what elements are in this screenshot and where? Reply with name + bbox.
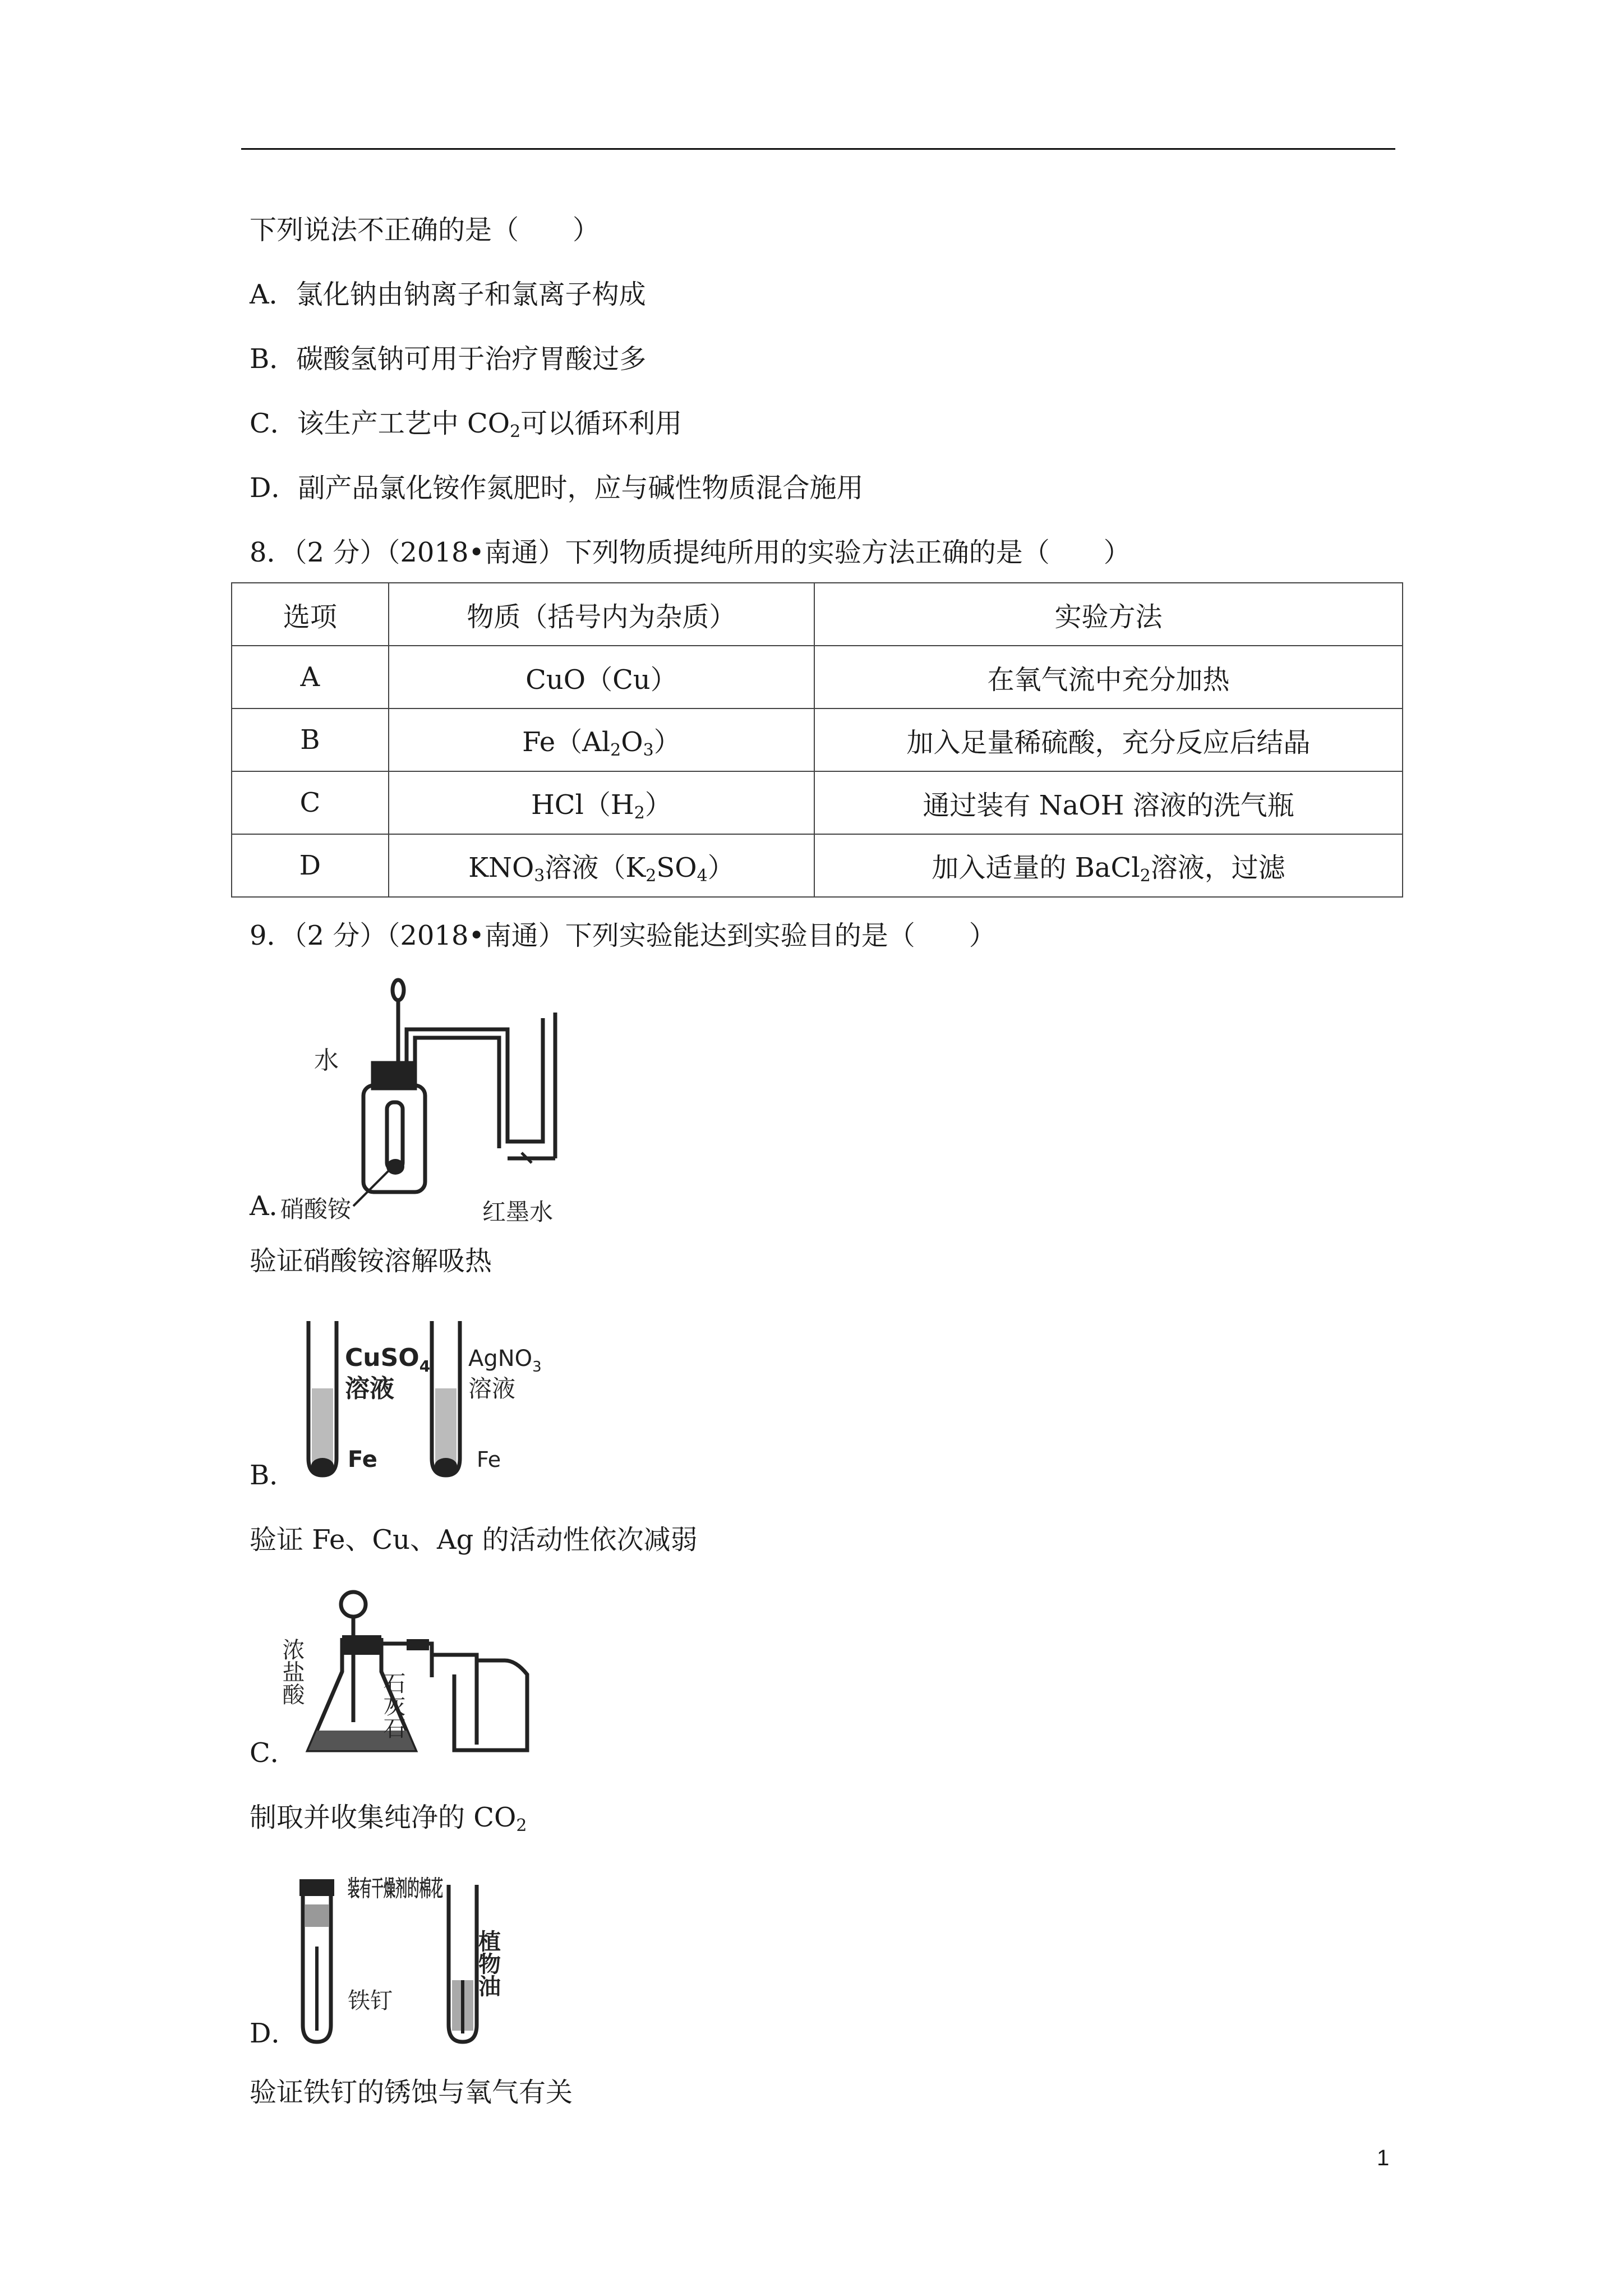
header-substance: 物质（括号内为杂质） xyxy=(389,583,814,646)
figure-b-right-solution: AgNO$_3$ xyxy=(468,1346,542,1375)
figure-c-label-acid: 浓盐酸 xyxy=(279,1638,305,1705)
row-option: A xyxy=(232,646,389,708)
option-a-text: 验证硝酸铵溶解吸热 xyxy=(250,1245,492,1277)
row-method: 加入足量稀硫酸，充分反应后结晶 xyxy=(814,708,1403,771)
svg-text:溶液: 溶液 xyxy=(345,1374,394,1403)
row-substance: $Fe(Al_2O_3)$ xyxy=(389,708,814,771)
svg-text:溶液: 溶液 xyxy=(468,1375,516,1402)
figure-b-left-solution: CuSO$_4$ xyxy=(345,1343,431,1375)
option-b-label: B． xyxy=(250,1460,297,1491)
figure-d-apparatus xyxy=(292,1862,544,2047)
option-d: D．副产品氯化铵作氮肥时，应与碱性物质混合施用 xyxy=(250,472,864,504)
row-substance: $HCl(H_2)$ xyxy=(389,771,814,834)
option-a: A．氯化钠由钠离子和氯离子构成 xyxy=(250,279,646,310)
figure-a-label-water: 水 xyxy=(314,1046,339,1075)
figure-a-label-ink: 红墨水 xyxy=(482,1198,554,1226)
figure-b-apparatus xyxy=(292,1315,572,1484)
row-method: 在氧气流中充分加热 xyxy=(814,646,1403,708)
header-option: 选项 xyxy=(232,583,389,646)
row-method: 通过装有 NaOH 溶液的洗气瓶 xyxy=(814,771,1403,834)
option-c-text: 制取并收集纯净的 $CO_2$ xyxy=(250,1802,527,1835)
table-row xyxy=(232,646,1403,708)
row-option: C xyxy=(232,771,389,834)
table-row xyxy=(232,771,1403,834)
figure-d-label-oil: 植物油 xyxy=(474,1930,501,1997)
figure-c-label-stone: 石灰石 xyxy=(380,1672,405,1739)
table-row xyxy=(232,834,1403,897)
option-a-label: A． xyxy=(250,1190,296,1222)
header-method: 实验方法 xyxy=(814,583,1403,646)
header-rule xyxy=(241,148,1395,150)
option-c-label: C． xyxy=(250,1737,297,1769)
option-b-text: 验证 Fe、Cu、Ag 的活动性依次减弱 xyxy=(250,1524,698,1556)
row-substance: $KNO_3$溶液$(K_2SO_4)$ xyxy=(389,834,814,897)
figure-a-apparatus xyxy=(280,973,583,1226)
row-method: 加入适量的 BaCl$_2$溶液，过滤 xyxy=(814,834,1403,897)
figure-d-label-cotton: 装有干燥剂的棉花 xyxy=(348,1875,443,1902)
row-substance: CuO（Cu） xyxy=(389,646,814,708)
q8-stem: 8．（2 分）（2018•南通）下列物质提纯所用的实验方法正确的是（ ） xyxy=(250,537,1131,568)
table-row xyxy=(232,708,1403,771)
table-header-row xyxy=(232,583,1403,646)
page-number: 1 xyxy=(1377,2146,1390,2170)
figure-b-left-metal: Fe xyxy=(348,1447,377,1473)
option-b: B．碳酸氢钠可用于治疗胃酸过多 xyxy=(250,343,647,375)
figure-a-label-salt: 硝酸铵 xyxy=(280,1195,352,1223)
intro-question: 下列说法不正确的是（ ） xyxy=(250,214,600,246)
figure-b-right-metal: Fe xyxy=(477,1447,501,1472)
row-option: B xyxy=(232,708,389,771)
row-option: D xyxy=(232,834,389,897)
figure-c-apparatus xyxy=(279,1588,544,1761)
option-d-label: D． xyxy=(250,2018,298,2049)
q9-stem: 9．（2 分）（2018•南通）下列实验能达到实验目的是（ ） xyxy=(250,920,996,951)
figure-d-label-nail: 铁钉 xyxy=(348,1988,393,2014)
q8-table xyxy=(231,582,1403,898)
option-d-text: 验证铁钉的锈蚀与氧气有关 xyxy=(250,2077,573,2108)
option-c: C．该生产工艺中 $CO_2$可以循环利用 xyxy=(250,408,683,441)
